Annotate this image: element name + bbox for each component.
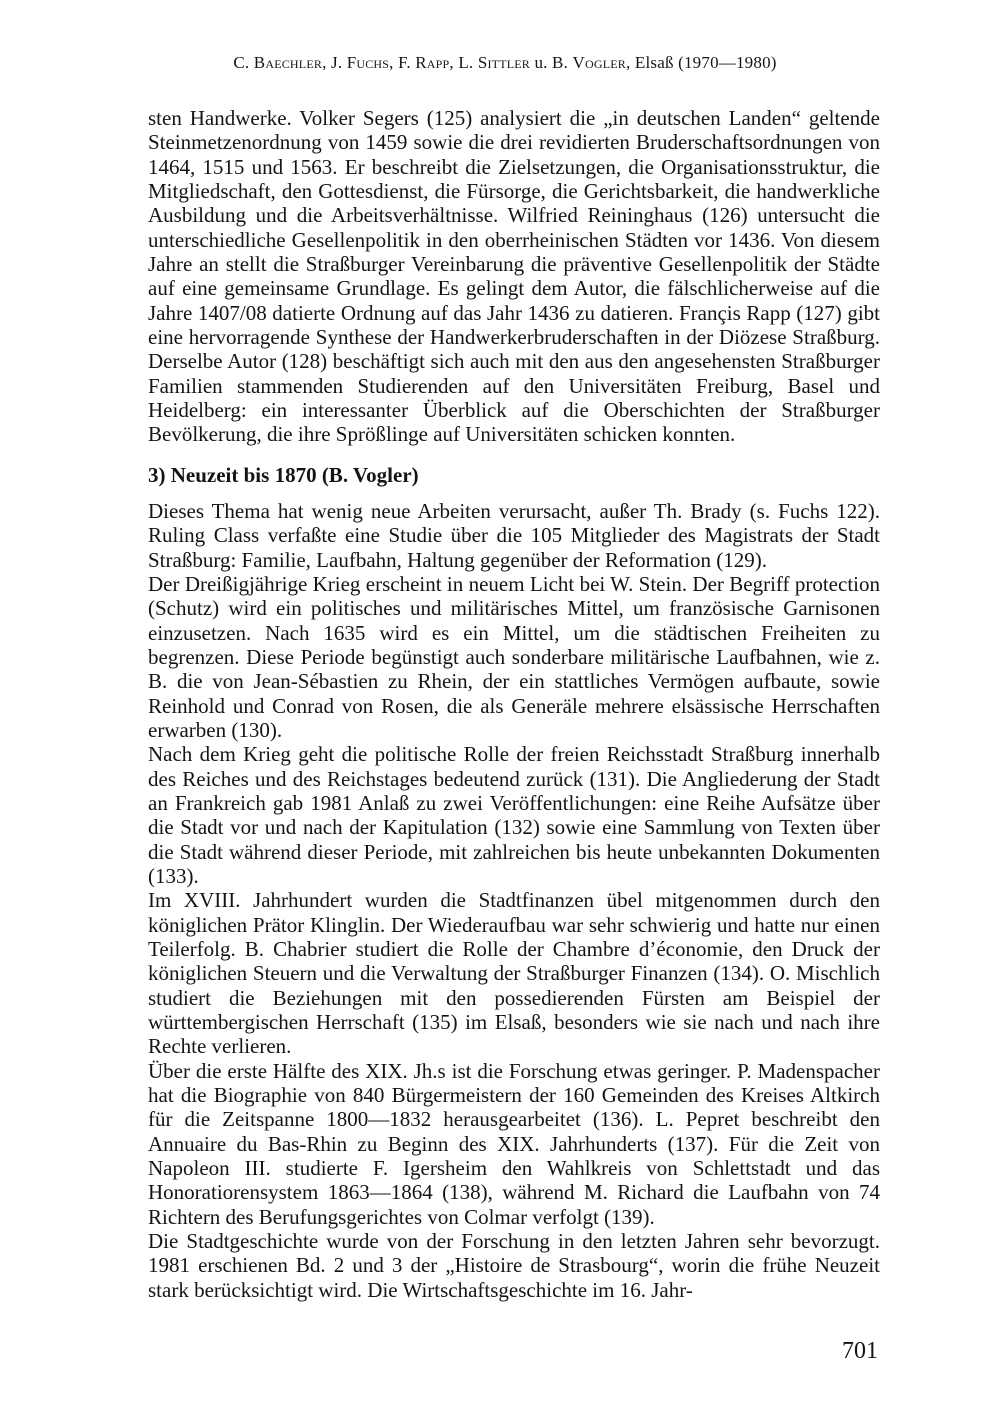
paragraph: Der Dreißigjährige Krieg erscheint in neuem Licht bei W. Stein. Der Begriff protection (Schutz) wird ein politisches und militärisches Mittel, um französische Garnisonen einzusetzen. Nach 1635 wird es ein Mittel, um die städtischen Freiheiten zu begrenzen. Diese Periode begünstigt auch sonderbare militärische Laufbahnen, wie z. B. die von Jean-Sébastien zu Rhein, der ein stattliches Vermögen aufbaute, sowie Reinhold und Conrad von Rosen, die als Generäle mehrere elsässische Herrschaften erwarben (130).: [148, 571, 880, 742]
header-author-sittler: Sittler: [477, 53, 530, 72]
paragraph: Im XVIII. Jahrhundert wurden die Stadtfinanzen übel mitgenommen durch den königlichen Prätor Klinglin. Der Wiederaufbau war sehr schwierig und hatte nur einen Teilerfolg. B. Chabrier studiert die Rolle der Chambre d’économie, den Druck der königlichen Steuern und die Verwaltung der Straßburger Finanzen (134). O. Mischlich studiert die Beziehungen mit den possedierenden Fürsten am Beispiel der württembergischen Herrschaft (135) im Elsaß, besonders wie sie nach und nach ihre Rechte verlieren.: [148, 888, 880, 1059]
header-sep: , L.: [449, 53, 478, 72]
section-heading: 3) Neuzeit bis 1870 (B. Vogler): [148, 462, 419, 487]
header-sep: , F.: [389, 53, 416, 72]
header-sep: , J.: [322, 53, 347, 72]
running-header: [130, 52, 880, 74]
header-suffix: , Elsaß (1970—1980): [625, 53, 777, 72]
page-number: 701: [842, 1338, 878, 1364]
paragraph: Die Stadtgeschichte wurde von der Forschung in den letzten Jahren sehr bevorzugt. 1981 erschienen Bd. 2 und 3 der „Histoire de Strasbourg“, worin die frühe Neuzeit stark berücksichtigt wird. Die Wirtschaftsgeschichte im 16. Jahr-: [148, 1229, 880, 1302]
body-text: [148, 106, 880, 1302]
paragraph: Dieses Thema hat wenig neue Arbeiten verursacht, außer Th. Brady (s. Fuchs 122). Ruling Class verfaßte eine Studie über die 105 Mitglieder des Magistrats der Stadt Straßburg: Familie, Laufbahn, Haltung gegenüber der Reformation (129).: [148, 498, 880, 572]
paragraph: sten Handwerke. Volker Segers (125) analysiert die „in deutschen Landen“ geltende Steinmetzenordnung von 1459 sowie die drei revidierten Bruderschaftsordnungen von 1464, 1515 und 1563. Er beschreibt die Zielsetzungen, die Organisationsstruktur, die Mitgliedschaft, den Gottesdienst, die Fürsorge, die Gerichtsbarkeit, die handwerkliche Ausbildung und die Arbeitsverhältnisse. Wilfried Reininghaus (126) untersucht die unterschiedliche Gesellenpolitik in den oberrheinischen Städten vor 1436. Von diesem Jahre an stellt die Straßburger Vereinbarung die präventive Gesellenpolitik der Städte auf eine gemeinsame Grundlage. Es gelingt dem Autor, die fälschlicherweise auf die Jahre 1407/08 datierte Ordnung auf das Jahr 1436 zu datieren. Françis Rapp (127) gibt eine hervorragende Synthese der Handwerkerbruderschaften in der Diözese Straßburg. Derselbe Autor (128) beschäftigt sich auch mit den aus den angesehensten Straßburger Familien stammenden Studierenden auf den Universitäten Freiburg, Basel und Heidelberg: ein interessanter Überblick auf die Oberschichten der Straßburger Bevölkerung, die ihre Sprößlinge auf Universitäten schicken konnten.: [148, 106, 880, 447]
header-author-rapp: Rapp: [415, 53, 450, 72]
paragraph: Über die erste Hälfte des XIX. Jh.s ist die Forschung etwas geringer. P. Madenspacher hat die Biographie von 840 Bürgermeistern der 160 Gemeinden des Kreises Altkirch für die Zeitspanne 1800—1832 herausgearbeitet (136). L. Pepret beschreibt den Annuaire du Bas-Rhin zu Beginn des XIX. Jahrhunderts (137). Für die Zeit von Napoleon III. studierte F. Igersheim den Wahlkreis von Schlettstadt und das Honoratiorensystem 1863—1864 (138), während M. Richard die Laufbahn von 74 Richtern des Berufungsgerichtes von Colmar verfolgt (139).: [148, 1058, 880, 1229]
header-author-vogler: Vogler: [572, 53, 626, 72]
paragraph: Nach dem Krieg geht die politische Rolle der freien Reichsstadt Straßburg innerhalb des Reiches und des Reichstages bedeutend zurück (131). Die Angliederung der Stadt an Frankreich gab 1981 Anlaß zu zwei Veröffentlichungen: eine Reihe Aufsätze über die Stadt vor und nach der Kapitulation (132) sowie eine Sammlung von Texten über die Stadt während dieser Periode, mit zahlreichen bis heute unbekannten Dokumenten (133).: [148, 742, 880, 888]
page-content: [148, 52, 880, 1302]
header-prefix: C.: [233, 53, 254, 72]
header-author-fuchs: Fuchs: [346, 53, 390, 72]
header-author-baechler: Baechler: [253, 53, 323, 72]
header-sep: u. B.: [530, 53, 573, 72]
